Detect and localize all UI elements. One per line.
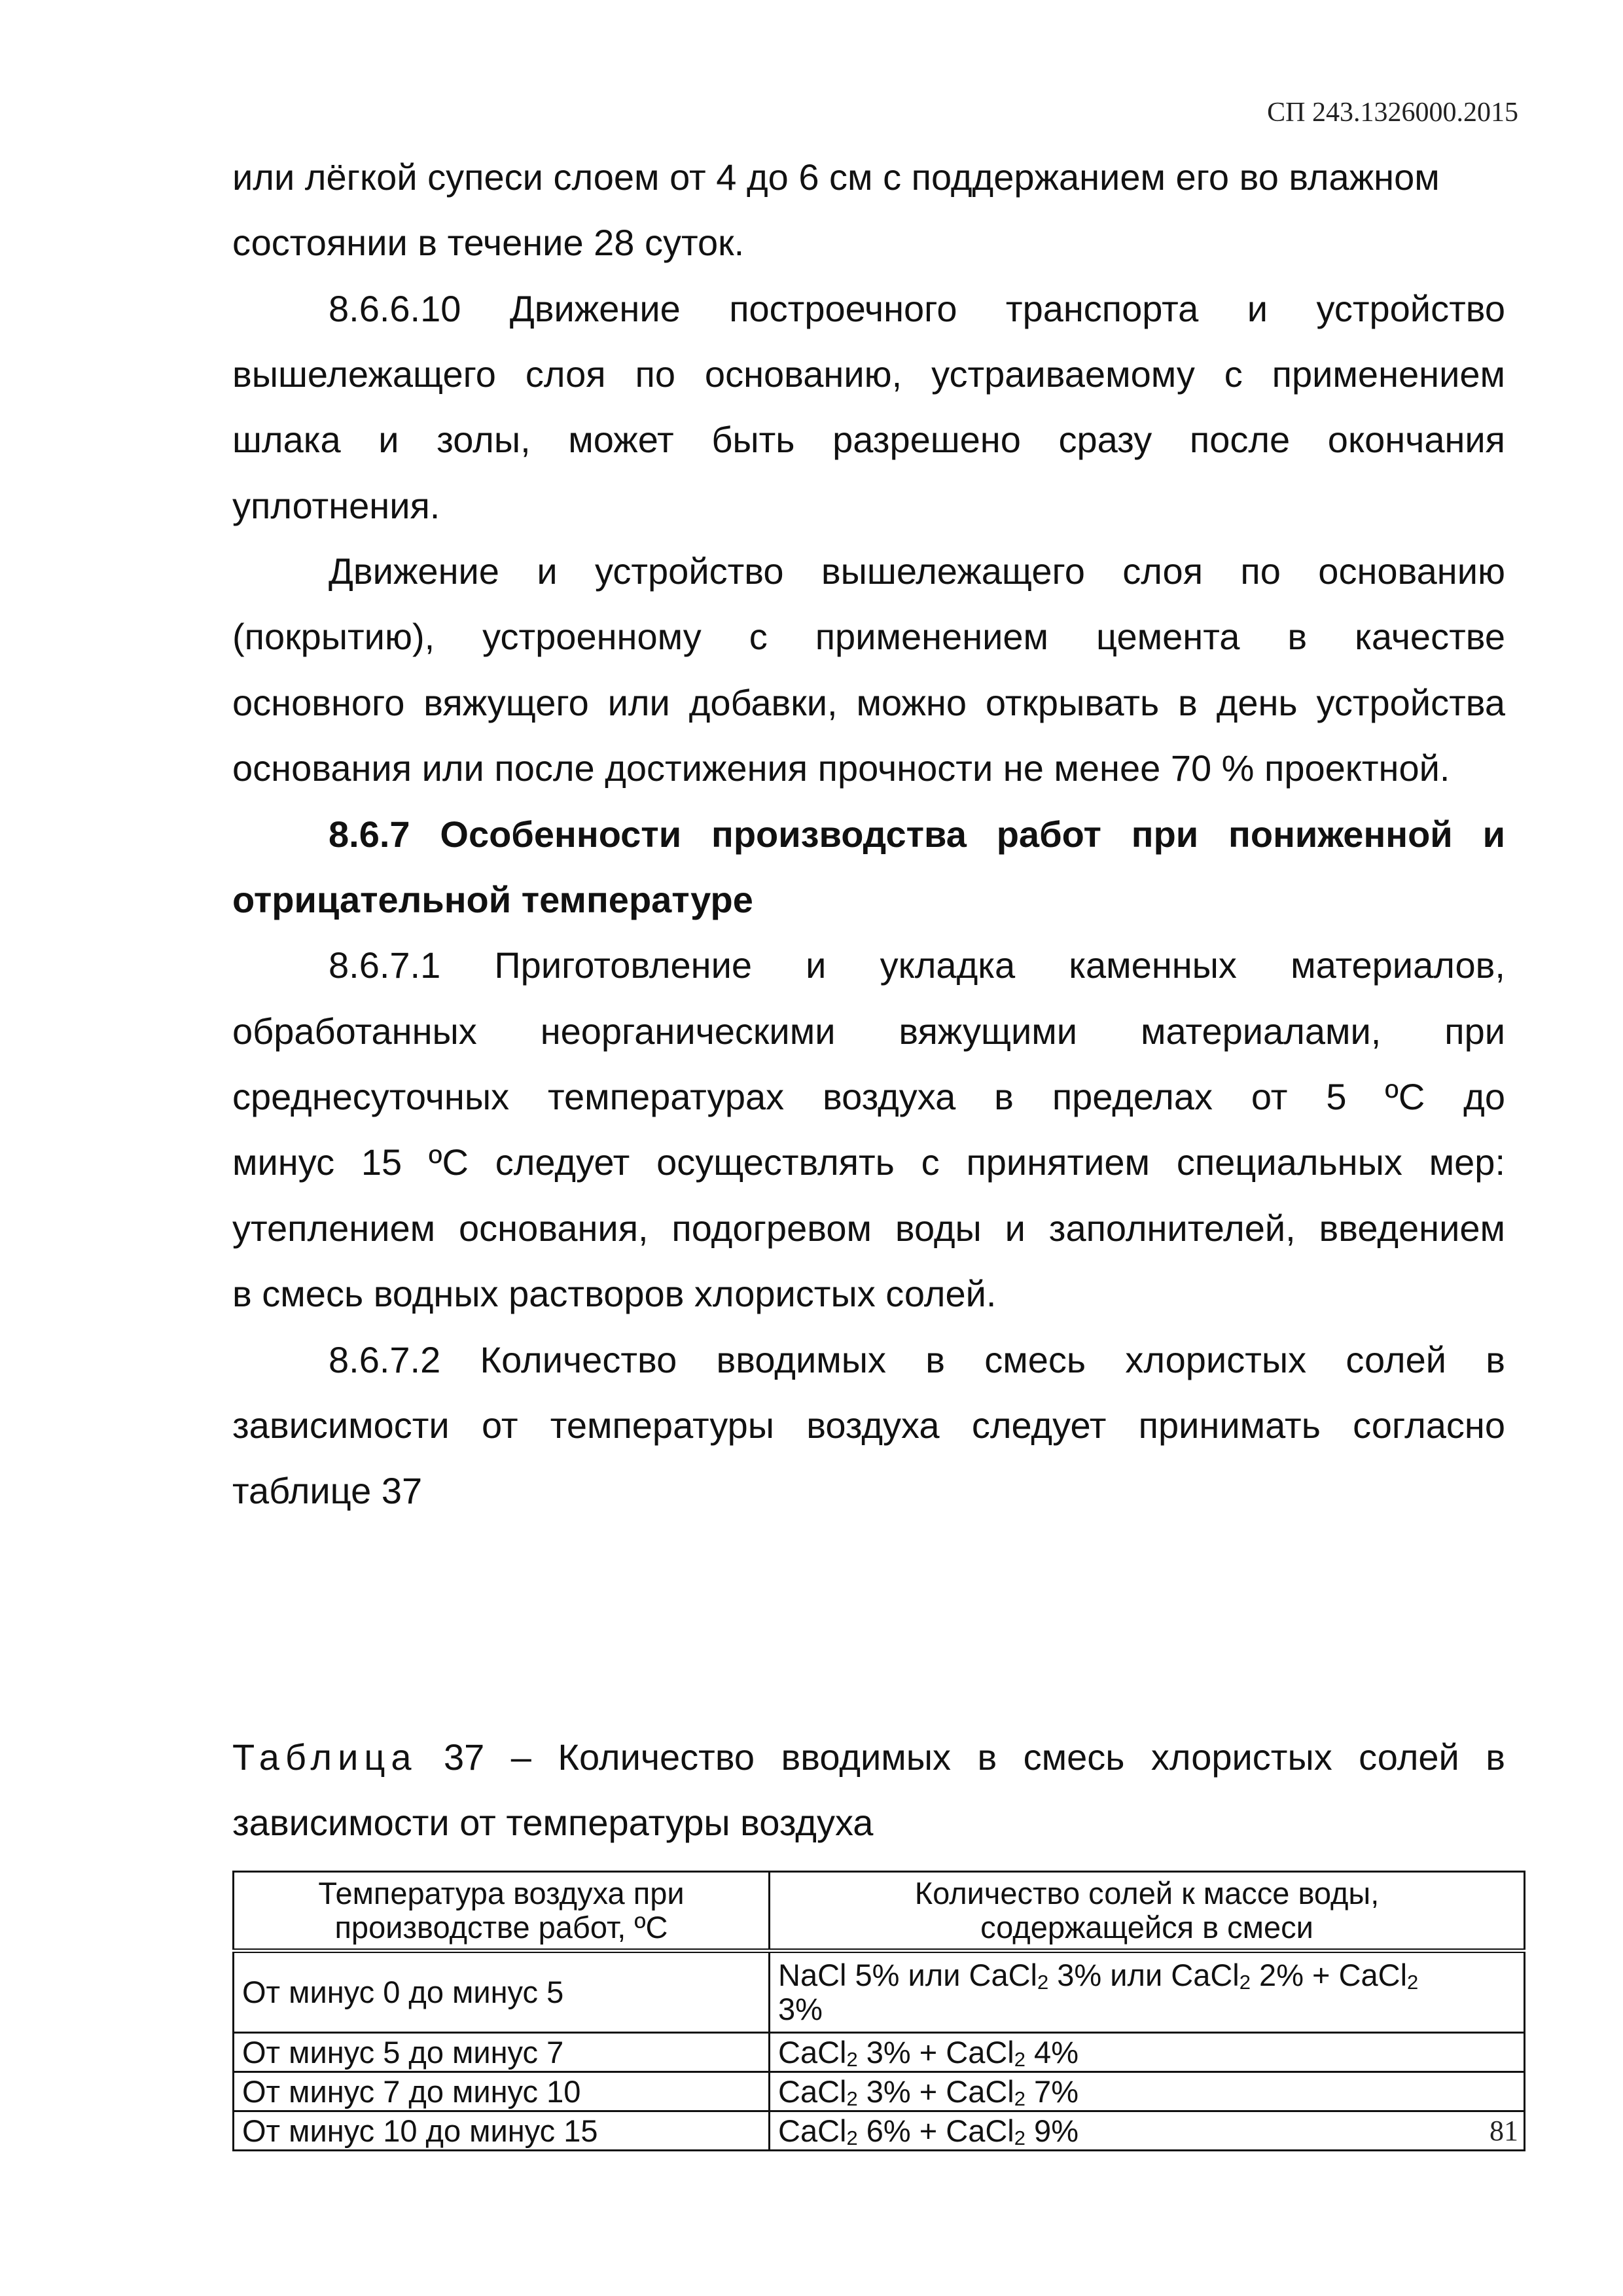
document-code: СП 243.1326000.2015 — [1267, 98, 1518, 128]
salt-pct: 3% + — [857, 2034, 946, 2070]
salt-pct: 3% — [778, 1992, 823, 2026]
salt-cell — [770, 1951, 1525, 2033]
table-caption-label: Таблица — [232, 1736, 418, 1778]
subscript: 2 — [846, 2087, 858, 2110]
body-line: (покрытию), устроенному с применением цемента в качестве — [232, 616, 1505, 657]
salt-quantity-table — [232, 1871, 1525, 2151]
salt-name: CaCl — [969, 1958, 1037, 1992]
table-caption-text: 37 – Количество вводимых в смесь хлористых солей в — [417, 1736, 1505, 1778]
salt-pct: 2% + — [1251, 1958, 1339, 1992]
body-line: таблице 37 — [232, 1470, 423, 1511]
salt-pct: 9% — [1026, 2113, 1079, 2148]
body-line: утеплением основания, подогревом воды и заполнителей, введением — [232, 1208, 1505, 1249]
salt-name: CaCl — [946, 2034, 1014, 2070]
body-line: или лёгкой супеси слоем от 4 до 6 см с поддержанием его во влажном — [232, 156, 1440, 198]
table-header-row — [234, 1872, 1525, 1951]
table-caption — [232, 1734, 1505, 1780]
salt-name: CaCl — [778, 2034, 847, 2070]
body-line: Движение и устройство вышележащего слоя по основанию — [329, 550, 1505, 592]
header-temperature-line2: производстве работ, ºС — [334, 1910, 668, 1945]
subscript: 2 — [1407, 1971, 1419, 1994]
body-line: зависимости от температуры воздуха следует принимать согласно — [232, 1405, 1505, 1446]
temperature-cell: От минус 7 до минус 10 — [234, 2072, 770, 2111]
body-line: основания или после достижения прочности не менее 70 % проектной. — [232, 747, 1450, 789]
salt-name: CaCl — [946, 2113, 1014, 2148]
table-row — [234, 2033, 1525, 2072]
table-caption-cont: зависимости от температуры воздуха — [232, 1802, 874, 1843]
salt-pct: 6% + — [857, 2113, 946, 2148]
header-salt-line2: содержащейся в смеси — [980, 1910, 1313, 1945]
section-heading-8-6-7: 8.6.7 Особенности производства работ при пониженной и — [329, 814, 1505, 855]
body-line: в смесь водных растворов хлористых солей. — [232, 1273, 997, 1314]
body-line: уплотнения. — [232, 485, 440, 526]
subscript: 2 — [1037, 1971, 1049, 1994]
body-line: обработанных неорганическими вяжущими материалами, при — [232, 1011, 1505, 1052]
subscript: 2 — [846, 2047, 858, 2071]
subscript: 2 — [1239, 1971, 1251, 1994]
page-number: 81 — [1489, 2115, 1518, 2147]
salt-name: CaCl — [778, 2113, 847, 2148]
table-row — [234, 2072, 1525, 2111]
salt-pct: 4% — [1026, 2034, 1079, 2070]
body-line: минус 15 ºС следует осуществлять с принятием специальных мер: — [232, 1141, 1505, 1183]
body-line: основного вяжущего или добавки, можно открывать в день устройства — [232, 682, 1505, 723]
table-row — [234, 2111, 1525, 2151]
salt-name: CaCl — [1338, 1958, 1408, 1992]
temperature-cell: От минус 10 до минус 15 — [234, 2111, 770, 2151]
clause-8-6-7-1: 8.6.7.1 Приготовление и укладка каменных материалов, — [329, 944, 1505, 986]
subscript: 2 — [1014, 2087, 1026, 2110]
salt-pct: 3% + — [857, 2073, 946, 2109]
header-salt-quantity — [770, 1872, 1525, 1951]
body-line: среднесуточных температурах воздуха в пределах от 5 ºС до — [232, 1076, 1505, 1117]
salt-pct: 7% — [1026, 2073, 1079, 2109]
temperature-cell: От минус 5 до минус 7 — [234, 2033, 770, 2072]
salt-name: NaCl — [778, 1958, 847, 1992]
section-heading-8-6-7-cont: отрицательной температуре — [232, 879, 753, 920]
clause-8-6-6-10: 8.6.6.10 Движение построечного транспорта и устройство — [329, 288, 1505, 329]
salt-name: CaCl — [1171, 1958, 1240, 1992]
header-temperature-line1: Температура воздуха при — [318, 1876, 685, 1910]
salt-pct: 3% или — [1048, 1958, 1171, 1992]
salt-cell — [770, 2033, 1525, 2072]
salt-pct: 5% или — [846, 1958, 969, 1992]
header-temperature — [234, 1872, 770, 1951]
subscript: 2 — [1014, 2047, 1026, 2071]
table-row — [234, 1951, 1525, 2033]
clause-8-6-7-2: 8.6.7.2 Количество вводимых в смесь хлористых солей в — [329, 1339, 1505, 1380]
salt-name: CaCl — [778, 2073, 847, 2109]
salt-cell — [770, 2111, 1525, 2151]
subscript: 2 — [1014, 2126, 1026, 2149]
body-line: вышележащего слоя по основанию, устраиваемому с применением — [232, 353, 1505, 395]
temperature-cell: От минус 0 до минус 5 — [234, 1951, 770, 2033]
salt-name: CaCl — [946, 2073, 1014, 2109]
subscript: 2 — [846, 2126, 858, 2149]
body-line: состоянии в течение 28 суток. — [232, 222, 745, 263]
body-line: шлака и золы, может быть разрешено сразу после окончания — [232, 419, 1505, 460]
header-salt-line1: Количество солей к массе воды, — [914, 1876, 1380, 1910]
salt-cell — [770, 2072, 1525, 2111]
